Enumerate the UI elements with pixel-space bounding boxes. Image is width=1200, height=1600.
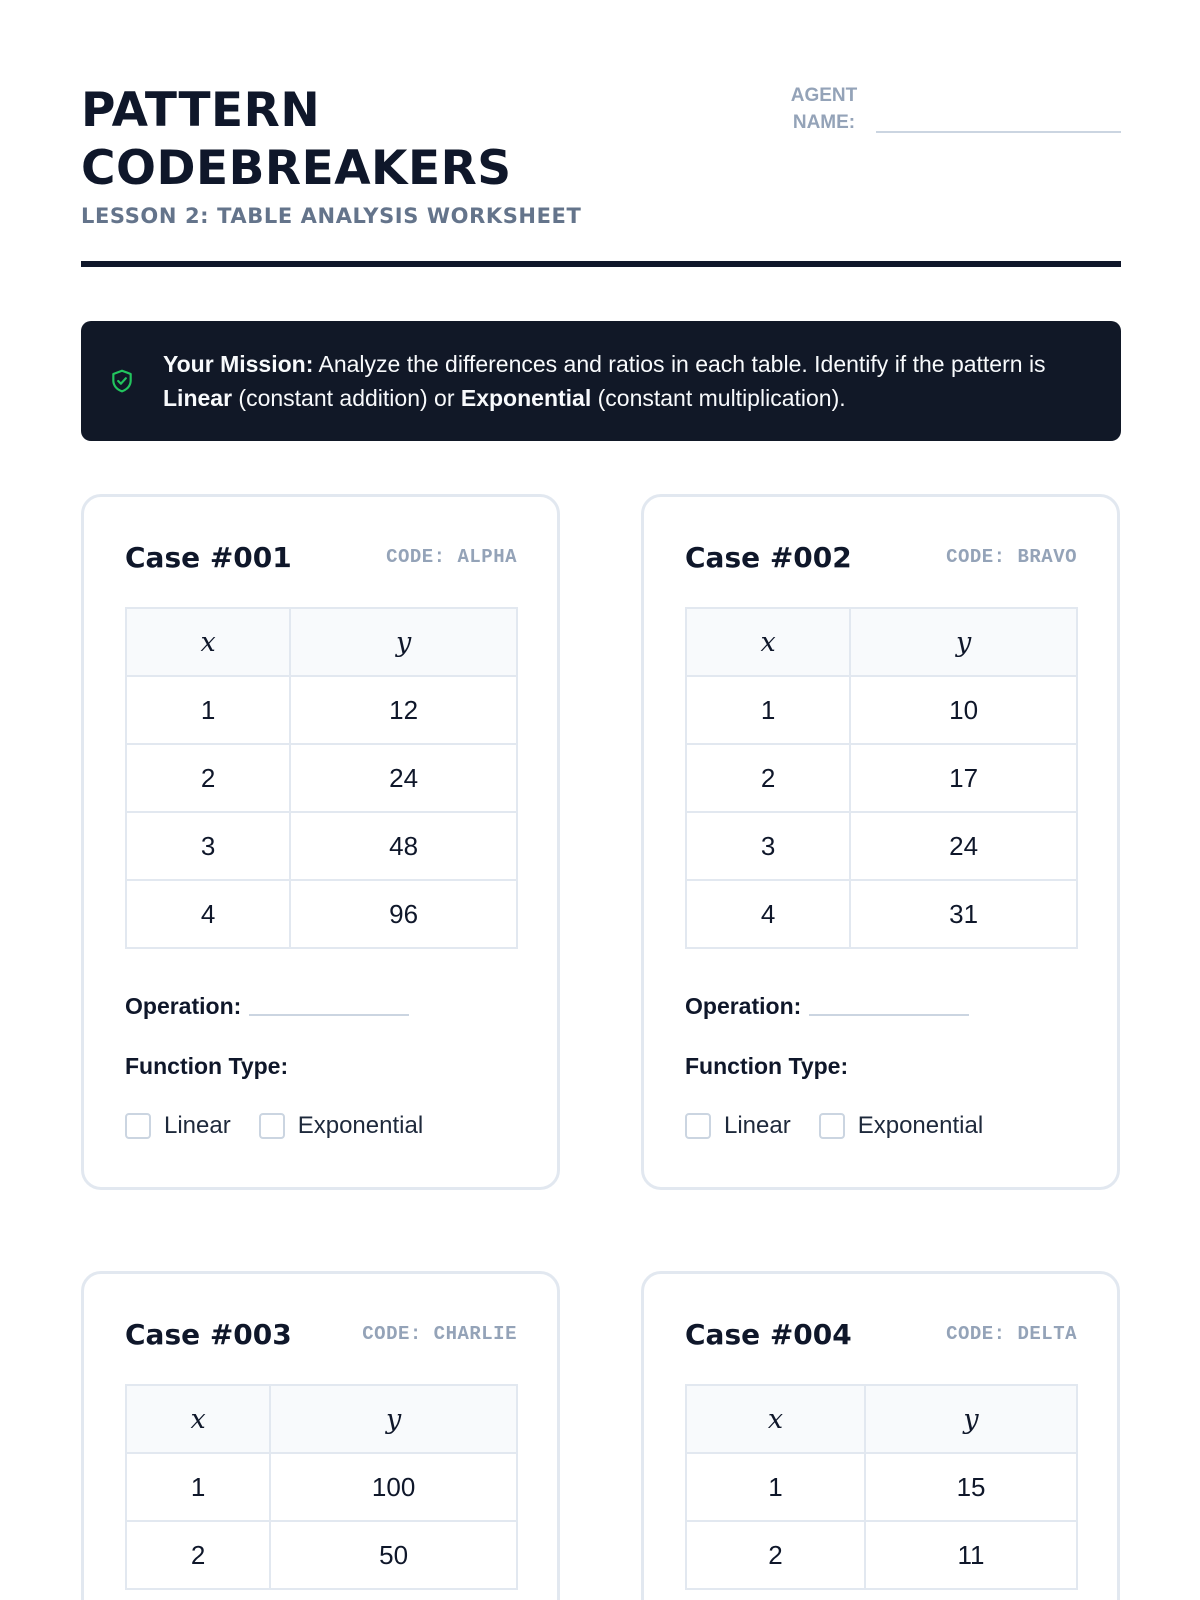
x-cell: 4 <box>686 880 850 948</box>
linear-checkbox[interactable] <box>125 1113 151 1139</box>
x-cell: 3 <box>686 812 850 880</box>
linear-label: Linear <box>724 1112 791 1139</box>
y-cell: 24 <box>850 812 1077 880</box>
case-header <box>685 1318 1077 1350</box>
exponential-option[interactable] <box>259 1112 423 1140</box>
x-cell: 2 <box>686 744 850 812</box>
y-cell: 12 <box>290 676 517 744</box>
linear-option[interactable] <box>125 1112 231 1140</box>
x-cell: 2 <box>686 1521 865 1589</box>
table-header-row <box>126 1385 517 1453</box>
linear-option[interactable] <box>685 1112 791 1140</box>
case-table <box>685 1384 1078 1590</box>
x-cell: 1 <box>126 676 290 744</box>
y-cell: 48 <box>290 812 517 880</box>
x-cell: 3 <box>126 812 290 880</box>
function-type-options <box>125 1112 517 1140</box>
table-row <box>126 812 517 880</box>
agent-label-line-1: AGENT <box>790 85 858 106</box>
agent-name-label <box>784 82 864 136</box>
case-card-004 <box>641 1271 1120 1600</box>
exponential-checkbox[interactable] <box>259 1113 285 1139</box>
exponential-option[interactable] <box>819 1112 983 1140</box>
operation-answer-line[interactable] <box>249 1014 409 1016</box>
x-cell: 4 <box>126 880 290 948</box>
case-header <box>685 541 1077 573</box>
table-row <box>126 676 517 744</box>
x-header: x <box>686 608 850 676</box>
case-code: CODE: BRAVO <box>946 546 1077 568</box>
operation-field <box>685 993 1077 1020</box>
agent-name-line[interactable] <box>876 131 1121 133</box>
operation-label: Operation: <box>685 993 802 1019</box>
x-cell: 2 <box>126 744 290 812</box>
table-row <box>686 1521 1077 1589</box>
y-cell: 11 <box>865 1521 1077 1589</box>
mission-text-2: (constant addition) or <box>232 385 461 411</box>
y-cell: 17 <box>850 744 1077 812</box>
y-cell: 15 <box>865 1453 1077 1521</box>
case-code: CODE: DELTA <box>946 1323 1077 1345</box>
table-header-row <box>686 1385 1077 1453</box>
mission-lead: Your Mission: <box>163 351 314 377</box>
y-cell: 10 <box>850 676 1077 744</box>
y-cell: 24 <box>290 744 517 812</box>
y-header: y <box>865 1385 1077 1453</box>
case-title: Case #001 <box>125 540 292 574</box>
function-type-label: Function Type: <box>125 1053 289 1079</box>
operation-answer-line[interactable] <box>809 1014 969 1016</box>
operation-label: Operation: <box>125 993 242 1019</box>
exponential-label: Exponential <box>857 1112 984 1139</box>
mission-text-1: Analyze the differences and ratios in each table. Identify if the pattern is <box>313 351 1046 377</box>
x-cell: 1 <box>686 1453 865 1521</box>
y-header: y <box>290 608 517 676</box>
table-row <box>126 880 517 948</box>
y-header: y <box>850 608 1077 676</box>
case-card-001 <box>81 494 560 1190</box>
exponential-checkbox[interactable] <box>819 1113 845 1139</box>
case-table <box>125 1384 518 1590</box>
case-card-002 <box>641 494 1120 1190</box>
function-type-options <box>685 1112 1077 1140</box>
case-title: Case #004 <box>685 1317 852 1351</box>
x-cell: 2 <box>126 1521 270 1589</box>
y-cell: 100 <box>270 1453 517 1521</box>
shield-check-icon <box>109 368 135 394</box>
x-header: x <box>126 1385 270 1453</box>
agent-label-line-2: NAME: <box>792 112 856 133</box>
case-table <box>125 607 518 949</box>
table-header-row <box>126 608 517 676</box>
table-header-row <box>686 608 1077 676</box>
mission-text-3: (constant multiplication). <box>591 385 846 411</box>
header <box>81 82 1121 272</box>
x-header: x <box>126 608 290 676</box>
x-cell: 1 <box>126 1453 270 1521</box>
case-table <box>685 607 1078 949</box>
table-row <box>686 812 1077 880</box>
mission-text <box>163 347 1091 415</box>
case-header <box>125 541 517 573</box>
y-header: y <box>270 1385 517 1453</box>
table-row <box>126 744 517 812</box>
case-title: Case #002 <box>685 540 852 574</box>
table-row <box>686 1453 1077 1521</box>
mission-linear: Linear <box>163 385 233 411</box>
agent-name-field <box>784 82 1121 136</box>
x-cell: 1 <box>686 676 850 744</box>
linear-checkbox[interactable] <box>685 1113 711 1139</box>
y-cell: 31 <box>850 880 1077 948</box>
case-header <box>125 1318 517 1350</box>
mission-banner <box>81 321 1121 441</box>
table-row <box>126 1453 517 1521</box>
page-subtitle: LESSON 2: TABLE ANALYSIS WORKSHEET <box>81 204 582 228</box>
title-line-1: PATTERN <box>81 83 321 138</box>
function-type-label: Function Type: <box>685 1053 849 1079</box>
table-row <box>686 880 1077 948</box>
title-line-2: CODEBREAKERS <box>81 141 512 196</box>
case-code: CODE: CHARLIE <box>362 1323 517 1345</box>
x-header: x <box>686 1385 865 1453</box>
case-title: Case #003 <box>125 1317 292 1351</box>
linear-label: Linear <box>164 1112 231 1139</box>
header-divider <box>81 261 1121 267</box>
exponential-label: Exponential <box>297 1112 424 1139</box>
operation-field <box>125 993 517 1020</box>
mission-exponential: Exponential <box>460 385 592 411</box>
table-row <box>686 676 1077 744</box>
table-row <box>126 1521 517 1589</box>
y-cell: 96 <box>290 880 517 948</box>
y-cell: 50 <box>270 1521 517 1589</box>
case-code: CODE: ALPHA <box>386 546 517 568</box>
case-card-003 <box>81 1271 560 1600</box>
table-row <box>686 744 1077 812</box>
